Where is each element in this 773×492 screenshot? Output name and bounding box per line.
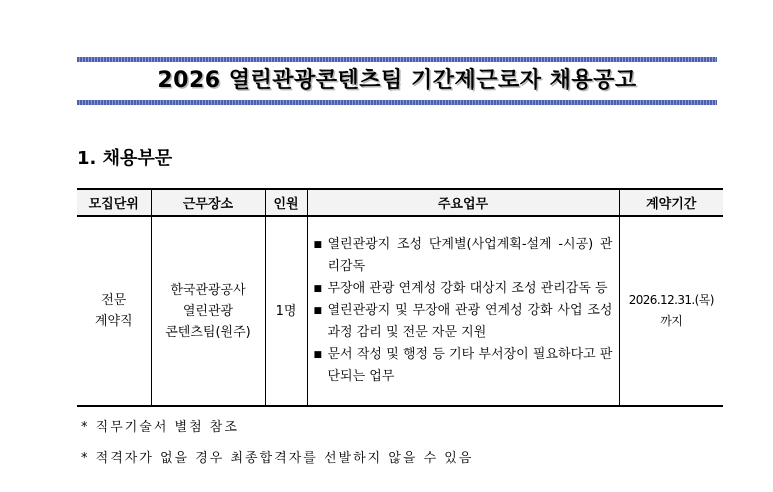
duty-item bbox=[314, 234, 613, 278]
note-line: * 적격자가 없을 경우 최종합격자를 선발하지 않을 수 있음 bbox=[81, 451, 474, 466]
duty-text: 무장애 관광 연계성 강화 대상지 조성 관리감독 등 bbox=[327, 281, 608, 296]
title-top-rule bbox=[77, 57, 717, 62]
unit-cell bbox=[77, 216, 151, 406]
duties-cell bbox=[307, 216, 619, 406]
table-row bbox=[77, 216, 723, 406]
place-line: 열린관광 bbox=[182, 303, 234, 319]
duty-text: 열린관광지 조성 단계별(사업계획-설계 -시공) 관리감독 bbox=[327, 237, 613, 274]
header-unit: 모집단위 bbox=[77, 189, 151, 216]
duty-text: 열린관광지 및 무장애 관광 연계성 강화 사업 조성 과정 감리 및 전문 자문 지원 bbox=[327, 303, 613, 340]
header-place: 근무장소 bbox=[151, 189, 265, 216]
duty-item bbox=[314, 278, 613, 300]
place-cell bbox=[151, 216, 265, 406]
page-title: 2026 열린관광콘텐츠팀 기간제근로자 채용공고 bbox=[157, 68, 637, 93]
recruitment-table bbox=[77, 188, 723, 407]
note-line: * 직무기술서 별첨 참조 bbox=[81, 420, 239, 435]
duty-item bbox=[314, 300, 613, 344]
unit-line: 전문 bbox=[101, 293, 127, 308]
period-line: 2026.12.31.(목) bbox=[628, 293, 714, 307]
square-bullet-icon: ■ bbox=[313, 306, 323, 316]
square-bullet-icon: ■ bbox=[313, 240, 323, 250]
square-bullet-icon: ■ bbox=[313, 284, 323, 294]
table-header-row bbox=[77, 189, 723, 216]
title-bottom-rule bbox=[77, 100, 717, 105]
period-cell bbox=[619, 216, 723, 406]
square-bullet-icon: ■ bbox=[313, 350, 323, 360]
unit-line: 계약직 bbox=[94, 314, 133, 329]
duty-item bbox=[314, 344, 613, 388]
period-line: 까지 bbox=[660, 314, 683, 328]
duty-text: 문서 작성 및 행정 등 기타 부서장이 필요하다고 판단되는 업무 bbox=[327, 347, 613, 384]
section-heading: 1. 채용부문 bbox=[77, 148, 173, 169]
headcount-cell: 1명 bbox=[265, 216, 307, 406]
place-line: 콘텐츠팀(원주) bbox=[165, 324, 251, 340]
header-duties: 주요업무 bbox=[307, 189, 619, 216]
title-box bbox=[77, 57, 717, 105]
place-line: 한국관광공사 bbox=[170, 282, 246, 298]
header-period: 계약기간 bbox=[619, 189, 723, 216]
header-headcount: 인원 bbox=[265, 189, 307, 216]
